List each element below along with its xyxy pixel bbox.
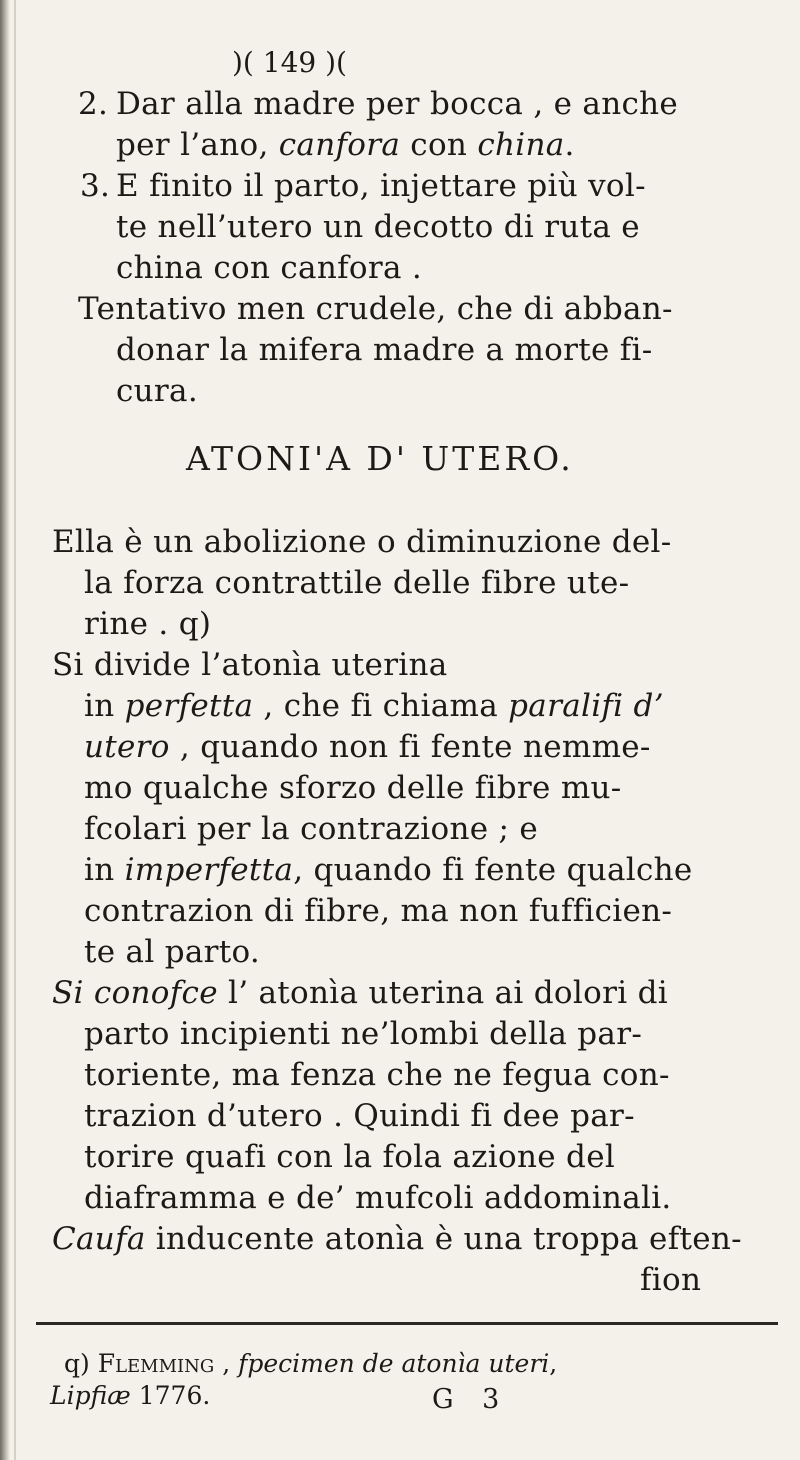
text-line: toriente, ma fenza che ne fegua con-: [84, 1057, 670, 1093]
text-line: la forza contrattile delle fibre ute-: [84, 565, 630, 601]
page-edge-shadow: [0, 0, 10, 1460]
text-line: trazion d’utero . Quindi fi dee par-: [84, 1098, 635, 1134]
text-line: Si conofce l’ atonìa uterina ai dolori di: [52, 975, 668, 1011]
section-title: ATONI'A D' UTERO.: [186, 439, 574, 478]
text-line: diaframma e de’ mufcoli addominali.: [84, 1180, 672, 1216]
text-line: per l’ano, canfora con china.: [116, 127, 575, 163]
text-line: utero , quando non fi fente nemme-: [84, 729, 651, 765]
text-line: Tentativo men crudele, che di abban-: [78, 291, 673, 327]
text-line: cura.: [116, 373, 198, 409]
text-line: in perfetta , che fi chiama paralifi d’: [84, 688, 664, 724]
signature-mark: G 3: [432, 1384, 510, 1415]
text-line: E finito il parto, injettare più vol-: [116, 168, 646, 204]
text-line: parto incipienti ne’lombi della par-: [84, 1016, 643, 1052]
text-line: Ella è un abolizione o diminuzione del-: [52, 524, 672, 560]
text-line: Si divide l’atonìa uterina: [52, 647, 448, 683]
text-line: in imperfetta, quando fi fente qualche: [84, 852, 693, 888]
text-line: te al parto.: [84, 934, 261, 970]
text-line: te nell’utero un decotto di ruta e: [116, 209, 640, 245]
text-line: contrazion di fibre, ma non fufficien-: [84, 893, 673, 929]
text-line: china con canfora .: [116, 250, 423, 286]
text-line: Dar alla madre per bocca , e anche: [116, 86, 679, 122]
text-line: rine . q): [84, 606, 212, 642]
text-line: mo qualche sforzo delle fibre mu-: [84, 770, 622, 806]
text-line: donar la mifera madre a morte fi-: [116, 332, 653, 368]
item-number: 2.: [78, 86, 109, 122]
footnote-line: Lipfiæ 1776.: [50, 1381, 211, 1410]
page-number: )( 149 )(: [232, 46, 347, 79]
item-number: 3.: [80, 168, 111, 204]
footnote-rule: [36, 1322, 778, 1325]
text-line: Caufa inducente atonìa è una troppa eften-: [52, 1221, 742, 1257]
page-gutter-line: [14, 0, 16, 1460]
footnote-line: q) Flemming , fpecimen de atonìa uteri,: [64, 1349, 558, 1378]
catchword: fion: [640, 1262, 702, 1298]
text-line: torire quafi con la fola azione del: [84, 1139, 616, 1175]
text-line: fcolari per la contrazione ; e: [84, 811, 539, 847]
